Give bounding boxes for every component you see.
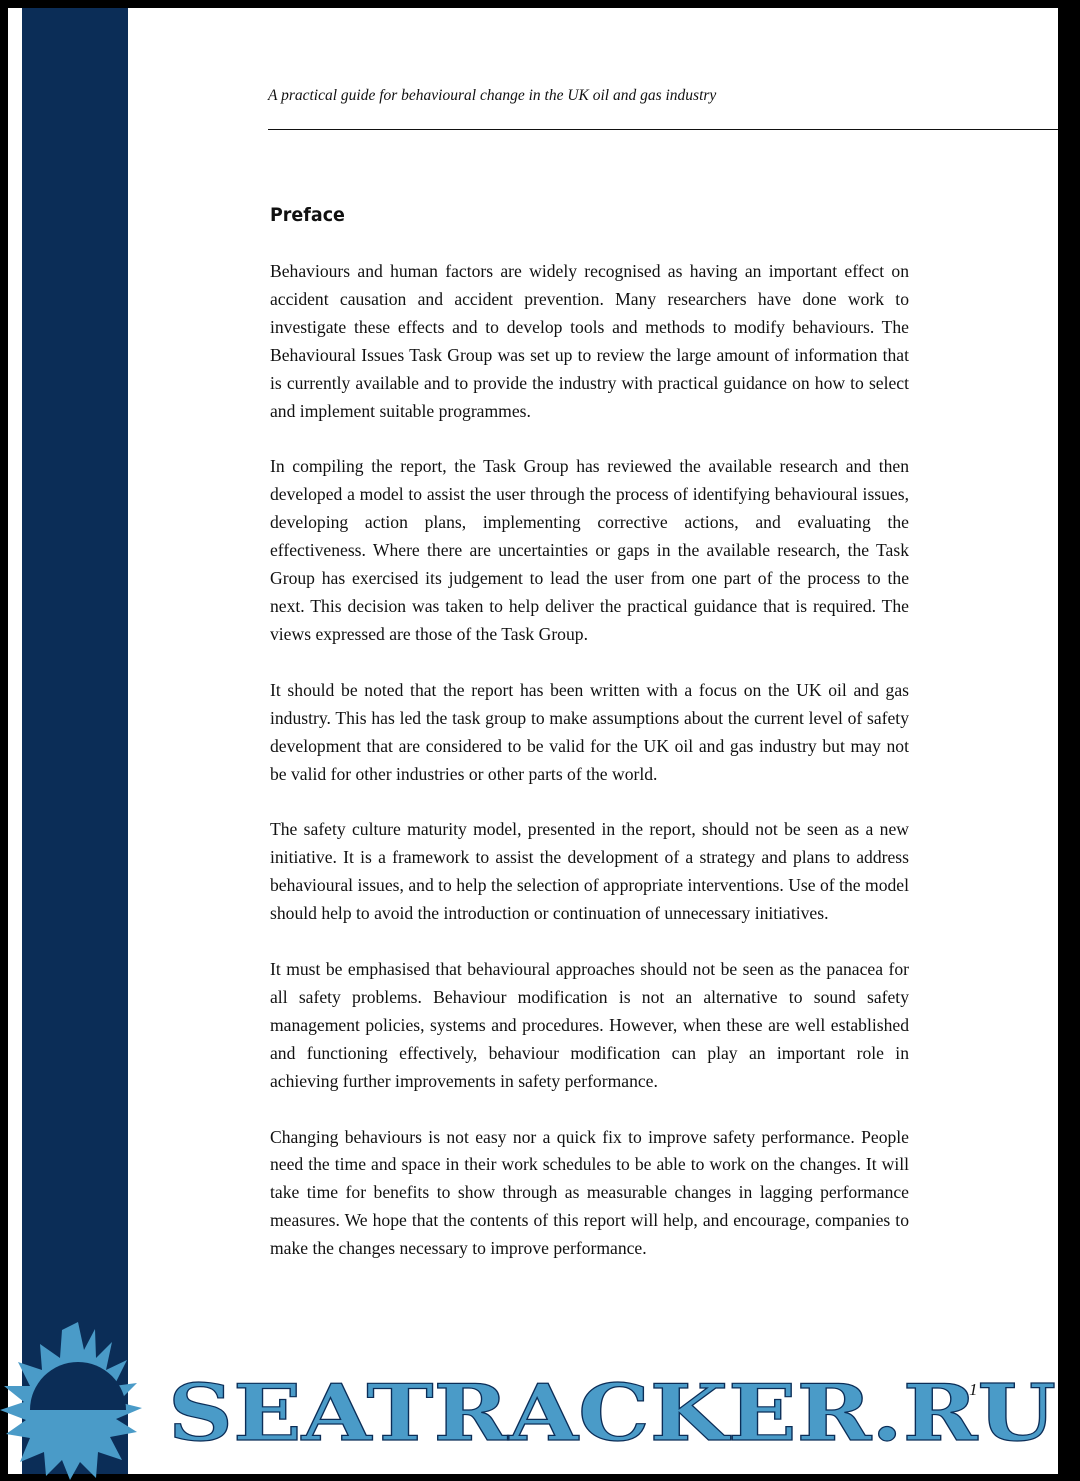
paragraph: Changing behaviours is not easy nor a quick fix to improve safety performance. People need the time and space in their work schedules to be able to work on the changes. It will take time for benefits to show through as measurable changes in lagging performance measures. We hope that the contents of this report will help, and encourage, companies to make the changes necessary to improve performance. xyxy=(270,1126,909,1259)
page-number: 1 xyxy=(969,1380,978,1399)
paragraph: In compiling the report, the Task Group has reviewed the available research and then developed a model to assist the user through the process of identifying behavioural issues, developing action plans, implementing corrective actions, and evaluating the effectiveness. Where there are uncertainties or gaps in the available research, the Task Group has exercised its judgement to lead the user from one part of the process to the next. This decision was taken to help deliver the practical guidance that is required. The views expressed are those of the Task Group. xyxy=(270,456,909,644)
document-page xyxy=(8,8,1058,1474)
paragraph: It should be noted that the report has been written with a focus on the UK oil and gas industry. This has led the task group to make assumptions about the current level of safety development that are considered to be valid for the UK oil and gas industry but may not be valid for other industries or other parts of the world. xyxy=(270,679,909,784)
paragraph: It must be emphasised that behavioural approaches should not be seen as the panacea for all safety problems. Behaviour modification is not an alternative to sound safety management policies, systems and procedures. However, when these are well established and functioning effectively, behaviour modification can play an important role in achieving further improvements in safety performance. xyxy=(270,959,909,1091)
section-title: Preface xyxy=(270,204,345,226)
body-text xyxy=(270,258,909,1291)
paragraph: The safety culture maturity model, presented in the report, should not be seen as a new initiative. It is a framework to assist the development of a strategy and plans to address behavioural issues, and to help the selection of appropriate interventions. Use of the model should help to avoid the introduction or continuation of unnecessary initiatives. xyxy=(270,819,909,924)
side-color-band xyxy=(22,8,128,1474)
header-rule xyxy=(268,129,1058,130)
running-head: A practical guide for behavioural change in the UK oil and gas industry xyxy=(268,87,717,104)
watermark-text: SEATRACKER.RU xyxy=(168,1368,1056,1459)
paragraph: Behaviours and human factors are widely recognised as having an important effect on accident causation and accident prevention. Many researchers have done work to investigate these effects and to develop tools and methods to modify behaviours. The Behavioural Issues Task Group was set up to review the large amount of information that is currently available and to provide the industry with practical guidance on how to select and implement suitable programmes. xyxy=(270,261,909,421)
